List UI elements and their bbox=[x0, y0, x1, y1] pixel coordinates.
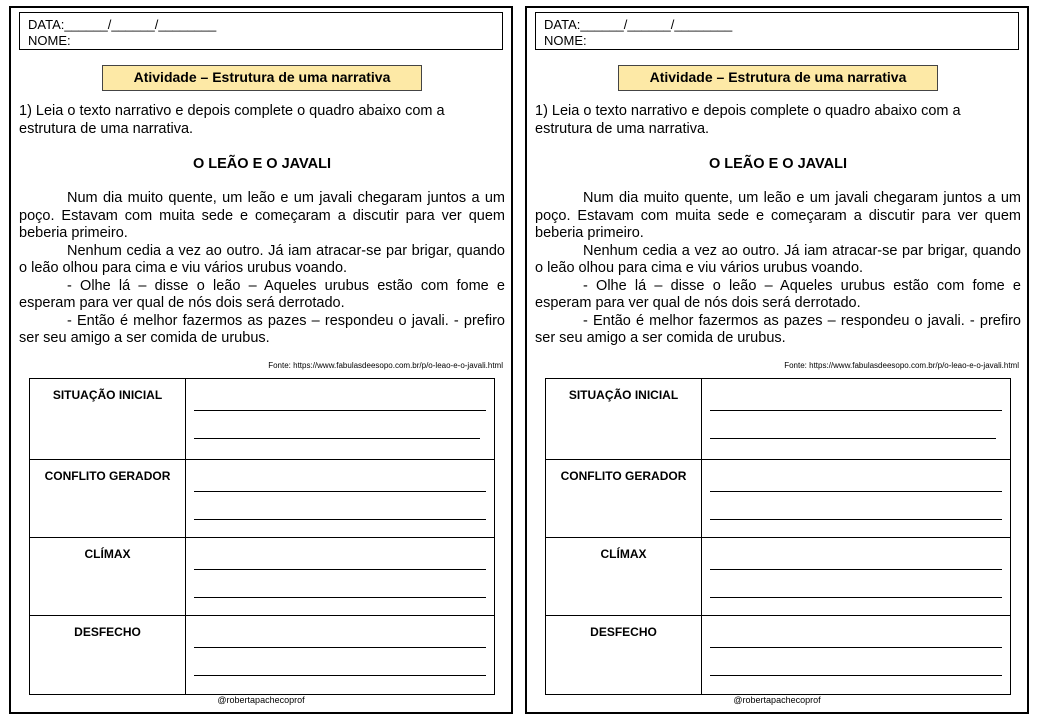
source-citation: Fonte: https://www.fabulasdeesopo.com.br/p/o-leao-e-o-javali.html bbox=[268, 361, 503, 370]
answer-line[interactable] bbox=[710, 473, 1002, 492]
answer-line[interactable] bbox=[710, 629, 1002, 648]
answer-lines[interactable] bbox=[186, 379, 495, 460]
story-paragraph: Num dia muito quente, um leão e um javali chegaram juntos a um poço. Estavam com muita sede e começaram a discutir para ver quem beberia primeiro. bbox=[19, 190, 505, 241]
answer-line[interactable] bbox=[194, 657, 486, 676]
story-paragraph: - Olhe lá – disse o leão – Aqueles urubus estão com fome e esperam para ver qual de nós dois será derrotado. bbox=[19, 277, 505, 311]
table-row bbox=[30, 616, 495, 695]
table-row bbox=[546, 379, 1011, 460]
author-credit: @robertapachecoprof bbox=[733, 695, 821, 705]
name-field[interactable]: NOME: bbox=[28, 33, 71, 48]
row-label: CONFLITO GERADOR bbox=[30, 460, 186, 538]
table-row bbox=[546, 460, 1011, 538]
narrative-structure-table bbox=[545, 378, 1011, 695]
story-paragraph: - Então é melhor fazermos as pazes – respondeu o javali. - prefiro ser seu amigo a ser comida de urubus. bbox=[19, 312, 505, 346]
activity-title: Atividade – Estrutura de uma narrativa bbox=[618, 65, 938, 91]
answer-line[interactable] bbox=[710, 657, 1002, 676]
row-label: DESFECHO bbox=[546, 616, 702, 695]
story-text bbox=[19, 190, 505, 348]
row-label: CLÍMAX bbox=[546, 538, 702, 616]
table-row bbox=[546, 616, 1011, 695]
story-paragraph: Nenhum cedia a vez ao outro. Já iam atracar-se par brigar, quando o leão olhou para cima e viu vários urubus voando. bbox=[19, 242, 505, 276]
date-field[interactable]: DATA:______/______/________ bbox=[28, 17, 217, 32]
story-text bbox=[535, 190, 1021, 348]
table-row bbox=[30, 538, 495, 616]
answer-lines[interactable] bbox=[186, 460, 495, 538]
answer-lines[interactable] bbox=[702, 460, 1011, 538]
answer-lines[interactable] bbox=[186, 616, 495, 695]
answer-line[interactable] bbox=[194, 392, 486, 411]
answer-lines[interactable] bbox=[702, 538, 1011, 616]
answer-line[interactable] bbox=[710, 579, 1002, 598]
row-label: CONFLITO GERADOR bbox=[546, 460, 702, 538]
header-box bbox=[19, 12, 503, 50]
name-field[interactable]: NOME: bbox=[544, 33, 587, 48]
answer-line[interactable] bbox=[710, 551, 1002, 570]
answer-lines[interactable] bbox=[702, 616, 1011, 695]
story-paragraph: Nenhum cedia a vez ao outro. Já iam atracar-se par brigar, quando o leão olhou para cima e viu vários urubus voando. bbox=[535, 242, 1021, 276]
story-paragraph: - Olhe lá – disse o leão – Aqueles urubus estão com fome e esperam para ver qual de nós dois será derrotado. bbox=[535, 277, 1021, 311]
story-title: O LEÃO E O JAVALI bbox=[192, 156, 332, 172]
date-field[interactable]: DATA:______/______/________ bbox=[544, 17, 733, 32]
worksheet-left bbox=[9, 6, 513, 714]
answer-line[interactable] bbox=[194, 420, 480, 439]
answer-lines[interactable] bbox=[702, 379, 1011, 460]
row-label: DESFECHO bbox=[30, 616, 186, 695]
table-row bbox=[546, 538, 1011, 616]
author-credit: @robertapachecoprof bbox=[217, 695, 305, 705]
table-row bbox=[30, 460, 495, 538]
story-title: O LEÃO E O JAVALI bbox=[708, 156, 848, 172]
row-label: SITUAÇÃO INICIAL bbox=[546, 379, 702, 460]
narrative-structure-table bbox=[29, 378, 495, 695]
activity-title: Atividade – Estrutura de uma narrativa bbox=[102, 65, 422, 91]
story-paragraph: - Então é melhor fazermos as pazes – respondeu o javali. - prefiro ser seu amigo a ser comida de urubus. bbox=[535, 312, 1021, 346]
answer-line[interactable] bbox=[710, 392, 1002, 411]
answer-line[interactable] bbox=[194, 579, 486, 598]
answer-line[interactable] bbox=[194, 629, 486, 648]
answer-line[interactable] bbox=[710, 420, 996, 439]
story-paragraph: Num dia muito quente, um leão e um javali chegaram juntos a um poço. Estavam com muita sede e começaram a discutir para ver quem beberia primeiro. bbox=[535, 190, 1021, 241]
row-label: SITUAÇÃO INICIAL bbox=[30, 379, 186, 460]
answer-line[interactable] bbox=[194, 551, 486, 570]
header-box bbox=[535, 12, 1019, 50]
answer-lines[interactable] bbox=[186, 538, 495, 616]
question-text: 1) Leia o texto narrativo e depois complete o quadro abaixo com a estrutura de uma narrativa. bbox=[19, 103, 445, 137]
table-row bbox=[30, 379, 495, 460]
row-label: CLÍMAX bbox=[30, 538, 186, 616]
source-citation: Fonte: https://www.fabulasdeesopo.com.br/p/o-leao-e-o-javali.html bbox=[784, 361, 1019, 370]
worksheet-right bbox=[525, 6, 1029, 714]
answer-line[interactable] bbox=[194, 501, 486, 520]
answer-line[interactable] bbox=[194, 473, 486, 492]
answer-line[interactable] bbox=[710, 501, 1002, 520]
question-text: 1) Leia o texto narrativo e depois complete o quadro abaixo com a estrutura de uma narrativa. bbox=[535, 103, 961, 137]
